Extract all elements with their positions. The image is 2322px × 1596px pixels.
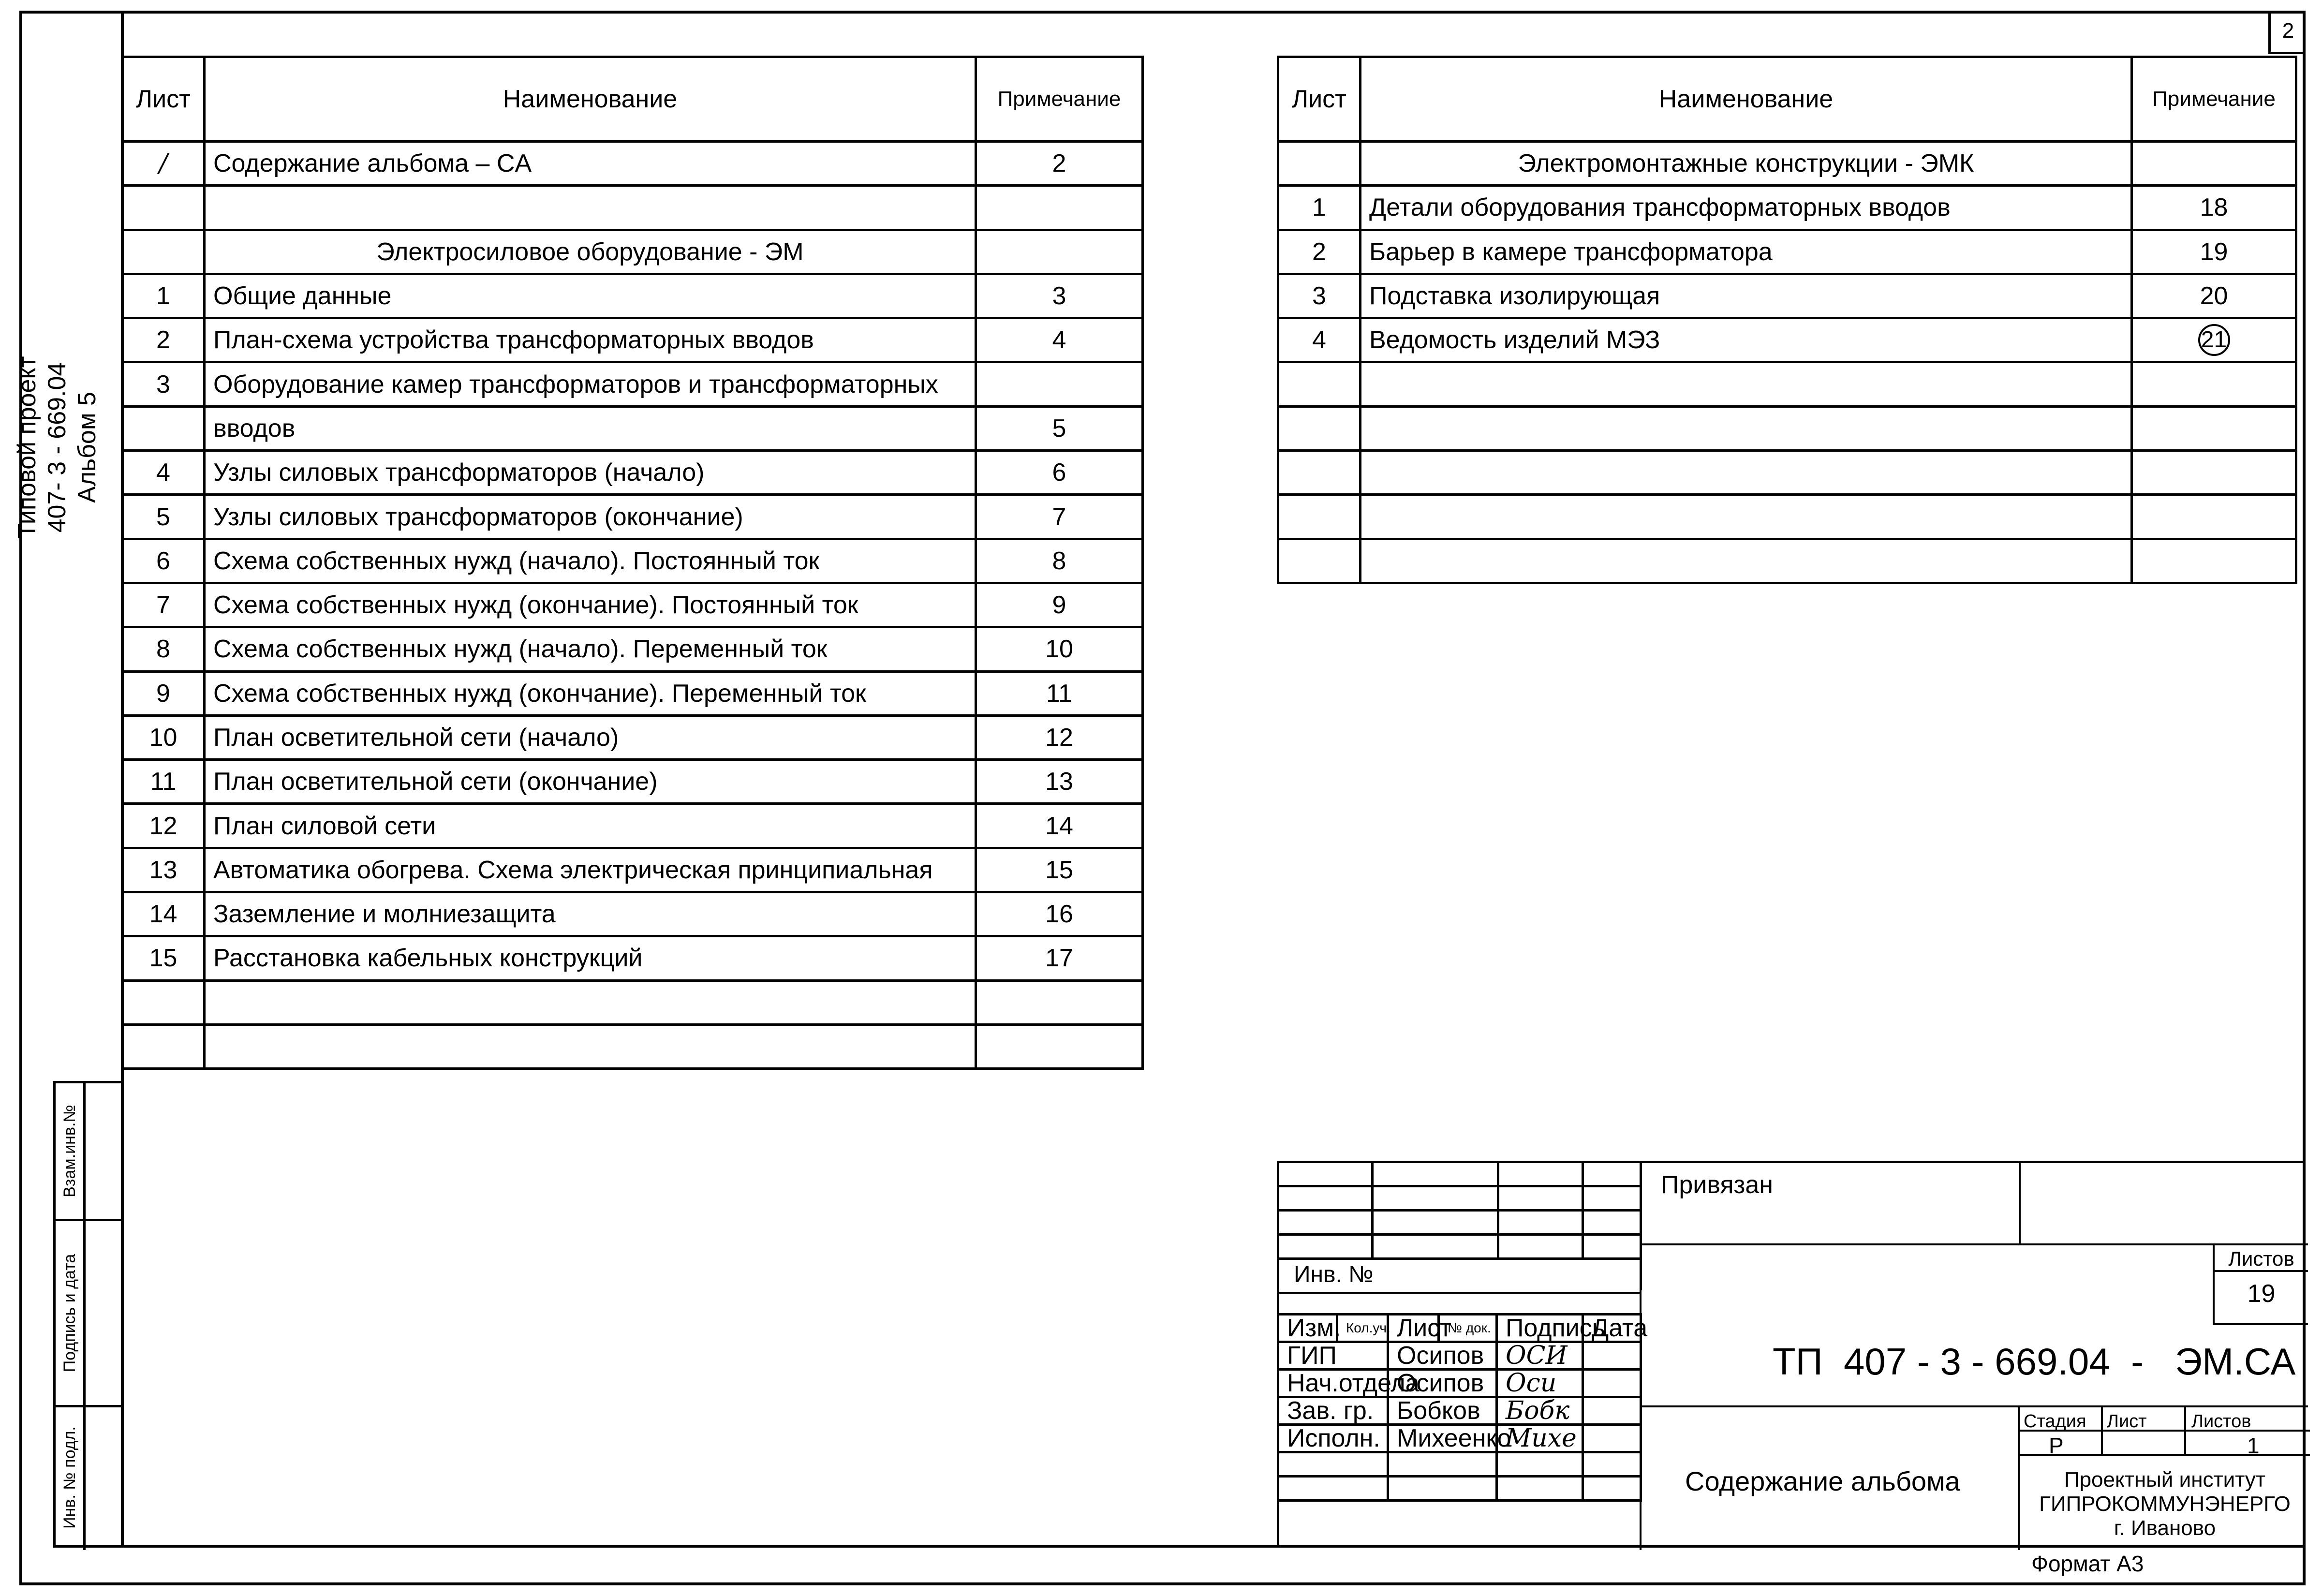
col-doc: № док. — [1439, 1315, 1497, 1342]
signature-row — [1278, 1397, 1641, 1425]
right-table-cell-name — [1361, 406, 2132, 450]
right-header-name: Наименование — [1361, 57, 2132, 142]
right-table-cell-note: 18 — [2132, 186, 2296, 230]
col-izm: Изм. — [1278, 1315, 1337, 1342]
doc-title: Содержание альбома — [1685, 1466, 1960, 1496]
left-table-cell-note: 14 — [976, 804, 1143, 848]
right-table-cell-sheet — [1278, 142, 1361, 186]
inv-no-label: Инв. № — [1278, 1259, 1641, 1290]
page-number: 2 — [2282, 19, 2294, 43]
left-table-row — [122, 230, 1143, 274]
signature-sign: ОСИ — [1497, 1342, 1583, 1370]
right-table-cell-note — [2132, 451, 2296, 495]
left-table-cell-name: Схема собственных нужд (начало). Постоянный ток — [205, 539, 976, 583]
left-table-cell-name: Заземление и молниезащита — [205, 892, 976, 936]
left-table-cell-name: Электросиловое оборудование - ЭМ — [205, 230, 976, 274]
signature-name: Осипов — [1388, 1342, 1497, 1370]
sheet-label: Лист — [2107, 1411, 2147, 1432]
left-table-cell-note: 5 — [976, 406, 1143, 450]
right-header-sheet: Лист — [1278, 57, 1361, 142]
right-table-header — [1278, 57, 2296, 142]
title-block — [1277, 1161, 2306, 1548]
right-header-note: Примечание — [2132, 57, 2296, 142]
left-table-cell-note — [976, 186, 1143, 230]
left-table-cell-note — [976, 230, 1143, 274]
left-table-cell-note: 11 — [976, 671, 1143, 715]
left-table-cell-sheet: 12 — [122, 804, 205, 848]
left-table-cell-note: 8 — [976, 539, 1143, 583]
right-contents-table — [1277, 56, 2297, 584]
signature-role: Зав. гр. — [1278, 1397, 1388, 1425]
right-table-cell-note — [2132, 495, 2296, 539]
left-table-row — [122, 274, 1143, 318]
left-table-cell-name: Автоматика обогрева. Схема электрическая принципиальная — [205, 848, 976, 892]
right-table-cell-sheet — [1278, 495, 1361, 539]
doc-title-cell — [1640, 1407, 2018, 1550]
right-table-cell-name: Барьер в камере трансформатора — [1361, 230, 2132, 274]
left-table-cell-name: Оборудование камер трансформаторов и трансформаторных — [205, 362, 976, 406]
signature-date — [1583, 1370, 1641, 1397]
right-table-cell-sheet: 1 — [1278, 186, 1361, 230]
right-table-cell-name — [1361, 451, 2132, 495]
privyazan-label: Привязан — [1661, 1171, 1774, 1199]
left-table-cell-note: 6 — [976, 451, 1143, 495]
left-table-cell-sheet: 13 — [122, 848, 205, 892]
col-kol: Кол.уч. — [1337, 1315, 1388, 1342]
left-table-cell-sheet — [122, 230, 205, 274]
left-table-row — [122, 936, 1143, 980]
left-table-row — [122, 1024, 1143, 1068]
project-code: ТП 407 - 3 - 669.04 - ЭМ.СА — [1773, 1340, 2296, 1383]
signature-role: Нач.отдела — [1278, 1370, 1388, 1397]
left-table-row — [122, 539, 1143, 583]
left-table-cell-note: 15 — [976, 848, 1143, 892]
left-table-cell-sheet: 8 — [122, 627, 205, 671]
signature-row — [1278, 1370, 1641, 1397]
left-table-cell-sheet — [122, 1024, 205, 1068]
left-table-row — [122, 804, 1143, 848]
left-table-row — [122, 627, 1143, 671]
right-table-row — [1278, 142, 2296, 186]
left-table-row — [122, 715, 1143, 759]
left-table-row — [122, 142, 1143, 186]
col-sign: Подпись — [1497, 1315, 1583, 1342]
right-table-row — [1278, 186, 2296, 230]
left-table-cell-sheet: 10 — [122, 715, 205, 759]
left-table-row — [122, 406, 1143, 450]
left-table-row — [122, 451, 1143, 495]
right-table-row — [1278, 274, 2296, 318]
right-table-cell-name: Детали оборудования трансформаторных вводов — [1361, 186, 2132, 230]
left-table-cell-sheet — [122, 980, 205, 1024]
circled-note: 21 — [2198, 324, 2230, 356]
left-table-cell-sheet — [122, 186, 205, 230]
left-table-cell-name: Схема собственных нужд (окончание). Постоянный ток — [205, 583, 976, 627]
left-table-row — [122, 495, 1143, 539]
right-table-cell-sheet — [1278, 362, 1361, 406]
left-table-cell-note — [976, 362, 1143, 406]
right-table-row — [1278, 539, 2296, 583]
inv-no-orig-label: Инв. № подл. — [60, 1426, 79, 1529]
signature-date — [1583, 1342, 1641, 1370]
left-table-cell-note: 3 — [976, 274, 1143, 318]
left-table-cell-name: План осветительной сети (начало) — [205, 715, 976, 759]
org-line1: Проектный институт — [2064, 1468, 2266, 1492]
org-block — [2020, 1468, 2310, 1540]
side-title-line3: Альбом 5 — [73, 392, 101, 503]
left-table-row — [122, 318, 1143, 362]
right-table-cell-note — [2132, 318, 2296, 362]
left-header-name: Наименование — [205, 57, 976, 142]
right-table-row — [1278, 230, 2296, 274]
left-table-cell-sheet: 5 — [122, 495, 205, 539]
left-table-cell-name: Схема собственных нужд (окончание). Переменный ток — [205, 671, 976, 715]
left-table-row — [122, 671, 1143, 715]
signature-role: Исполн. — [1278, 1425, 1388, 1452]
org-line3: г. Иваново — [2114, 1516, 2216, 1540]
right-table-cell-name: Электромонтажные конструкции - ЭМК — [1361, 142, 2132, 186]
right-table-cell-sheet — [1278, 539, 1361, 583]
left-table-cell-sheet — [122, 406, 205, 450]
left-table-cell-name — [205, 1024, 976, 1068]
signature-name: Осипов — [1388, 1370, 1497, 1397]
left-table-header — [122, 57, 1143, 142]
signature-date-label: Подпись и дата — [60, 1254, 79, 1373]
left-table-row — [122, 362, 1143, 406]
title-block-left-grid — [1277, 1161, 1642, 1290]
left-table-cell-note: 10 — [976, 627, 1143, 671]
format-label: Формат А3 — [2031, 1551, 2144, 1576]
left-table-cell-name: План-схема устройства трансформаторных вводов — [205, 318, 976, 362]
left-table-cell-note: 7 — [976, 495, 1143, 539]
listov-top-value: 19 — [2247, 1280, 2276, 1308]
right-table-cell-sheet: 4 — [1278, 318, 1361, 362]
page-number-box — [2268, 11, 2306, 54]
left-table-cell-name: Расстановка кабельных конструкций — [205, 936, 976, 980]
left-table-row — [122, 583, 1143, 627]
right-table-cell-note: 20 — [2132, 274, 2296, 318]
signature-name: Бобков — [1388, 1397, 1497, 1425]
left-table-cell-note — [976, 980, 1143, 1024]
left-table-cell-sheet: 4 — [122, 451, 205, 495]
signature-row — [1278, 1342, 1641, 1370]
right-table-cell-note — [2132, 406, 2296, 450]
signatures-table — [1277, 1313, 1648, 1502]
side-title-line1: Типовой проект — [13, 356, 41, 539]
left-table-row — [122, 980, 1143, 1024]
signature-date — [1583, 1425, 1641, 1452]
left-table-cell-note: 16 — [976, 892, 1143, 936]
right-table-row — [1278, 495, 2296, 539]
left-table-cell-name: Узлы силовых трансформаторов (начало) — [205, 451, 976, 495]
left-table-cell-name: Узлы силовых трансформаторов (окончание) — [205, 495, 976, 539]
left-table-cell-sheet: 2 — [122, 318, 205, 362]
left-table-cell-sheet: 1 — [122, 274, 205, 318]
right-table-row — [1278, 451, 2296, 495]
left-table-cell-note: 17 — [976, 936, 1143, 980]
left-table-row — [122, 186, 1143, 230]
left-table-cell-sheet: 3 — [122, 362, 205, 406]
privyazan-cell — [1640, 1161, 2308, 1245]
right-table-row — [1278, 362, 2296, 406]
right-table-cell-name: Подставка изолирующая — [1361, 274, 2132, 318]
right-table-cell-sheet: 3 — [1278, 274, 1361, 318]
left-table-cell-note: 13 — [976, 760, 1143, 804]
signature-role: ГИП — [1278, 1342, 1388, 1370]
left-table-cell-sheet: 9 — [122, 671, 205, 715]
col-date: Дата — [1583, 1315, 1641, 1342]
org-line2: ГИПРОКОММУНЭНЕРГО — [2039, 1492, 2291, 1516]
left-header-note: Примечание — [976, 57, 1143, 142]
side-title — [12, 326, 114, 568]
stage-label: Стадия — [2024, 1411, 2086, 1432]
sheets-label: Листов — [2191, 1411, 2251, 1432]
left-table-cell-sheet: 11 — [122, 760, 205, 804]
left-table-cell-note — [976, 1024, 1143, 1068]
left-table-cell-note: 9 — [976, 583, 1143, 627]
left-table-cell-sheet: 14 — [122, 892, 205, 936]
left-table-cell-name: Общие данные — [205, 274, 976, 318]
right-table-cell-sheet — [1278, 451, 1361, 495]
right-table-cell-name: Ведомость изделий МЭЗ — [1361, 318, 2132, 362]
side-title-line2: 407- 3 - 669.04 — [43, 362, 71, 533]
left-table-cell-name: План силовой сети — [205, 804, 976, 848]
right-table-cell-note — [2132, 539, 2296, 583]
right-table-cell-sheet — [1278, 406, 1361, 450]
stage-grid — [2018, 1407, 2308, 1550]
sheets-value: 1 — [2247, 1433, 2260, 1458]
left-contents-table — [121, 56, 1144, 1070]
left-table-row — [122, 892, 1143, 936]
signature-sign: Оси — [1497, 1370, 1583, 1397]
right-table-cell-note — [2132, 362, 2296, 406]
handwritten-sheet: / — [159, 149, 168, 178]
right-table-cell-sheet: 2 — [1278, 230, 1361, 274]
side-stamp — [53, 1081, 124, 1548]
right-table-row — [1278, 406, 2296, 450]
left-table-row — [122, 760, 1143, 804]
left-table-cell-sheet: 6 — [122, 539, 205, 583]
left-table-cell-name: Схема собственных нужд (начало). Переменный ток — [205, 627, 976, 671]
left-table-cell-name — [205, 980, 976, 1024]
right-table-row — [1278, 318, 2296, 362]
left-table-row — [122, 848, 1143, 892]
listov-top-label: Листов — [2215, 1245, 2308, 1272]
left-table-cell-name: Содержание альбома – CA — [205, 142, 976, 186]
left-table-cell-sheet — [122, 142, 205, 186]
signature-date — [1583, 1397, 1641, 1425]
stage-value: Р — [2049, 1433, 2064, 1458]
right-table-cell-name — [1361, 495, 2132, 539]
right-table-cell-note: 19 — [2132, 230, 2296, 274]
signature-sign: Бобк — [1497, 1397, 1583, 1425]
left-table-cell-note: 2 — [976, 142, 1143, 186]
left-table-cell-sheet: 7 — [122, 583, 205, 627]
left-table-cell-name: вводов — [205, 406, 976, 450]
left-table-cell-note: 4 — [976, 318, 1143, 362]
right-table-cell-name — [1361, 539, 2132, 583]
signature-sign: Михе — [1497, 1425, 1583, 1452]
signature-name: Михеенко — [1388, 1425, 1497, 1452]
col-list: Лист — [1388, 1315, 1439, 1342]
left-table-cell-sheet: 15 — [122, 936, 205, 980]
left-table-cell-name: План осветительной сети (окончание) — [205, 760, 976, 804]
right-table-cell-note — [2132, 142, 2296, 186]
left-header-sheet: Лист — [122, 57, 205, 142]
left-table-cell-note: 12 — [976, 715, 1143, 759]
inv-no-replace-label: Взам.инв.№ — [60, 1105, 79, 1197]
left-table-cell-name — [205, 186, 976, 230]
signature-row — [1278, 1425, 1641, 1452]
right-table-cell-name — [1361, 362, 2132, 406]
